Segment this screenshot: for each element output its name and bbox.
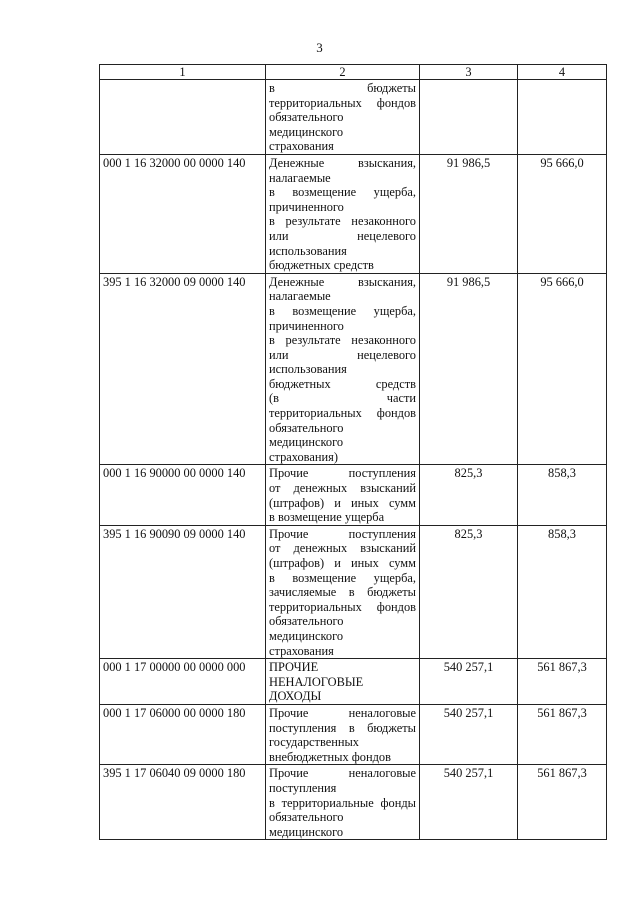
amount-col-4: 95 666,0 <box>518 273 607 465</box>
table-row <box>100 154 607 273</box>
revenue-name-line: в результате незаконного <box>269 214 416 229</box>
revenue-name-line: Прочие поступления <box>269 466 416 481</box>
amount-col-4: 561 867,3 <box>518 659 607 705</box>
revenue-name-line: налагаемые <box>269 170 331 185</box>
revenue-name-line: в возмещение ущерба <box>269 510 385 525</box>
revenue-name-line: обязательного <box>269 614 344 629</box>
revenue-name-line: причиненного <box>269 318 344 333</box>
revenue-name-line: Прочие неналоговые <box>269 766 416 781</box>
revenue-name-line: использования <box>269 243 347 258</box>
classification-code: 395 1 17 06040 09 0000 180 <box>100 765 266 840</box>
amount-col-4: 858,3 <box>518 525 607 658</box>
amount-col-4 <box>518 80 607 155</box>
amount-col-4: 561 867,3 <box>518 765 607 840</box>
revenue-name <box>266 525 420 658</box>
classification-code: 000 1 17 06000 00 0000 180 <box>100 704 266 764</box>
revenue-name-line: государственных <box>269 735 360 750</box>
amount-col-3: 825,3 <box>420 525 518 658</box>
table-row <box>100 704 607 764</box>
budget-revenue-table <box>99 64 607 840</box>
revenue-name-line: обязательного <box>269 810 344 825</box>
revenue-name-line: страхования <box>269 139 334 154</box>
revenue-name-line: бюджетных средств <box>269 258 374 273</box>
revenue-name-line: НЕНАЛОГОВЫЕ <box>269 674 364 689</box>
revenue-name-line: медицинского <box>269 124 344 139</box>
revenue-name-line: от денежных взысканий <box>269 481 416 496</box>
amount-col-3: 91 986,5 <box>420 273 518 465</box>
amount-col-4: 858,3 <box>518 465 607 525</box>
table-row <box>100 465 607 525</box>
revenue-name-line: в возмещение ущерба, <box>269 570 416 585</box>
revenue-name-line: Денежные взыскания, <box>269 274 416 289</box>
revenue-name <box>266 465 420 525</box>
revenue-name-line: в территориальные фонды <box>269 795 416 810</box>
column-header-4: 4 <box>518 65 607 80</box>
revenue-name-line: внебюджетных фондов <box>269 749 391 764</box>
amount-col-3: 91 986,5 <box>420 154 518 273</box>
column-header-3: 3 <box>420 65 518 80</box>
table-row <box>100 659 607 705</box>
revenue-name-line: поступления в бюджеты <box>269 720 416 735</box>
amount-col-3: 825,3 <box>420 465 518 525</box>
revenue-name-line: медицинского <box>269 824 344 839</box>
revenue-name-line: в возмещение ущерба, <box>269 185 416 200</box>
amount-col-3 <box>420 80 518 155</box>
revenue-name-line: обязательного <box>269 110 344 125</box>
revenue-name-line: в результате незаконного <box>269 333 416 348</box>
revenue-name-line: территориальных фондов <box>269 406 416 421</box>
revenue-name-line: медицинского <box>269 435 344 450</box>
revenue-name-line: бюджетных средств <box>269 376 416 391</box>
amount-col-4: 561 867,3 <box>518 704 607 764</box>
revenue-name-line: от денежных взысканий <box>269 541 416 556</box>
amount-col-3: 540 257,1 <box>420 659 518 705</box>
revenue-name <box>266 765 420 840</box>
classification-code <box>100 80 266 155</box>
table-row <box>100 80 607 155</box>
revenue-name-line: использования <box>269 362 347 377</box>
classification-code: 000 1 16 90000 00 0000 140 <box>100 465 266 525</box>
revenue-name <box>266 154 420 273</box>
revenue-name-line: (штрафов) и иных сумм <box>269 556 416 570</box>
revenue-name-line: или нецелевого <box>269 347 416 362</box>
revenue-name-line: Денежные взыскания, <box>269 155 416 170</box>
table-row <box>100 273 607 465</box>
revenue-name-line: Прочие неналоговые <box>269 705 416 720</box>
revenue-name-line: страхования <box>269 643 334 658</box>
revenue-name <box>266 659 420 705</box>
classification-code: 395 1 16 32000 09 0000 140 <box>100 273 266 465</box>
revenue-name-line: страхования) <box>269 449 338 464</box>
revenue-name <box>266 273 420 465</box>
column-header-1: 1 <box>100 65 266 80</box>
amount-col-3: 540 257,1 <box>420 765 518 840</box>
revenue-name-line: причиненного <box>269 199 344 214</box>
revenue-name-line: или нецелевого <box>269 228 416 243</box>
revenue-name-line: обязательного <box>269 420 344 435</box>
column-header-2: 2 <box>266 65 420 80</box>
revenue-name-line: налагаемые <box>269 289 331 304</box>
classification-code: 000 1 17 00000 00 0000 000 <box>100 659 266 705</box>
amount-col-4: 95 666,0 <box>518 154 607 273</box>
table-body <box>100 80 607 840</box>
table-row <box>100 525 607 658</box>
table-row <box>100 765 607 840</box>
revenue-name-line: (в части <box>269 391 416 406</box>
revenue-name-line: территориальных фондов <box>269 95 416 110</box>
revenue-name-line: зачисляемые в бюджеты <box>269 585 416 600</box>
classification-code: 000 1 16 32000 00 0000 140 <box>100 154 266 273</box>
revenue-name-line: в возмещение ущерба, <box>269 303 416 318</box>
page-number: 3 <box>316 40 323 55</box>
revenue-name <box>266 704 420 764</box>
amount-col-3: 540 257,1 <box>420 704 518 764</box>
revenue-name-line: поступления <box>269 780 337 795</box>
revenue-name-line: (штрафов) и иных сумм <box>269 495 416 510</box>
revenue-name-line: Прочие поступления <box>269 526 416 541</box>
revenue-name-line: медицинского <box>269 628 344 643</box>
revenue-name <box>266 80 420 155</box>
revenue-name-line: ДОХОДЫ <box>269 689 322 704</box>
classification-code: 395 1 16 90090 09 0000 140 <box>100 525 266 658</box>
table-header-row <box>100 65 607 80</box>
revenue-name-line: в бюджеты <box>269 81 416 95</box>
revenue-name-line: территориальных фондов <box>269 599 416 614</box>
revenue-name-line: ПРОЧИЕ <box>269 660 319 675</box>
